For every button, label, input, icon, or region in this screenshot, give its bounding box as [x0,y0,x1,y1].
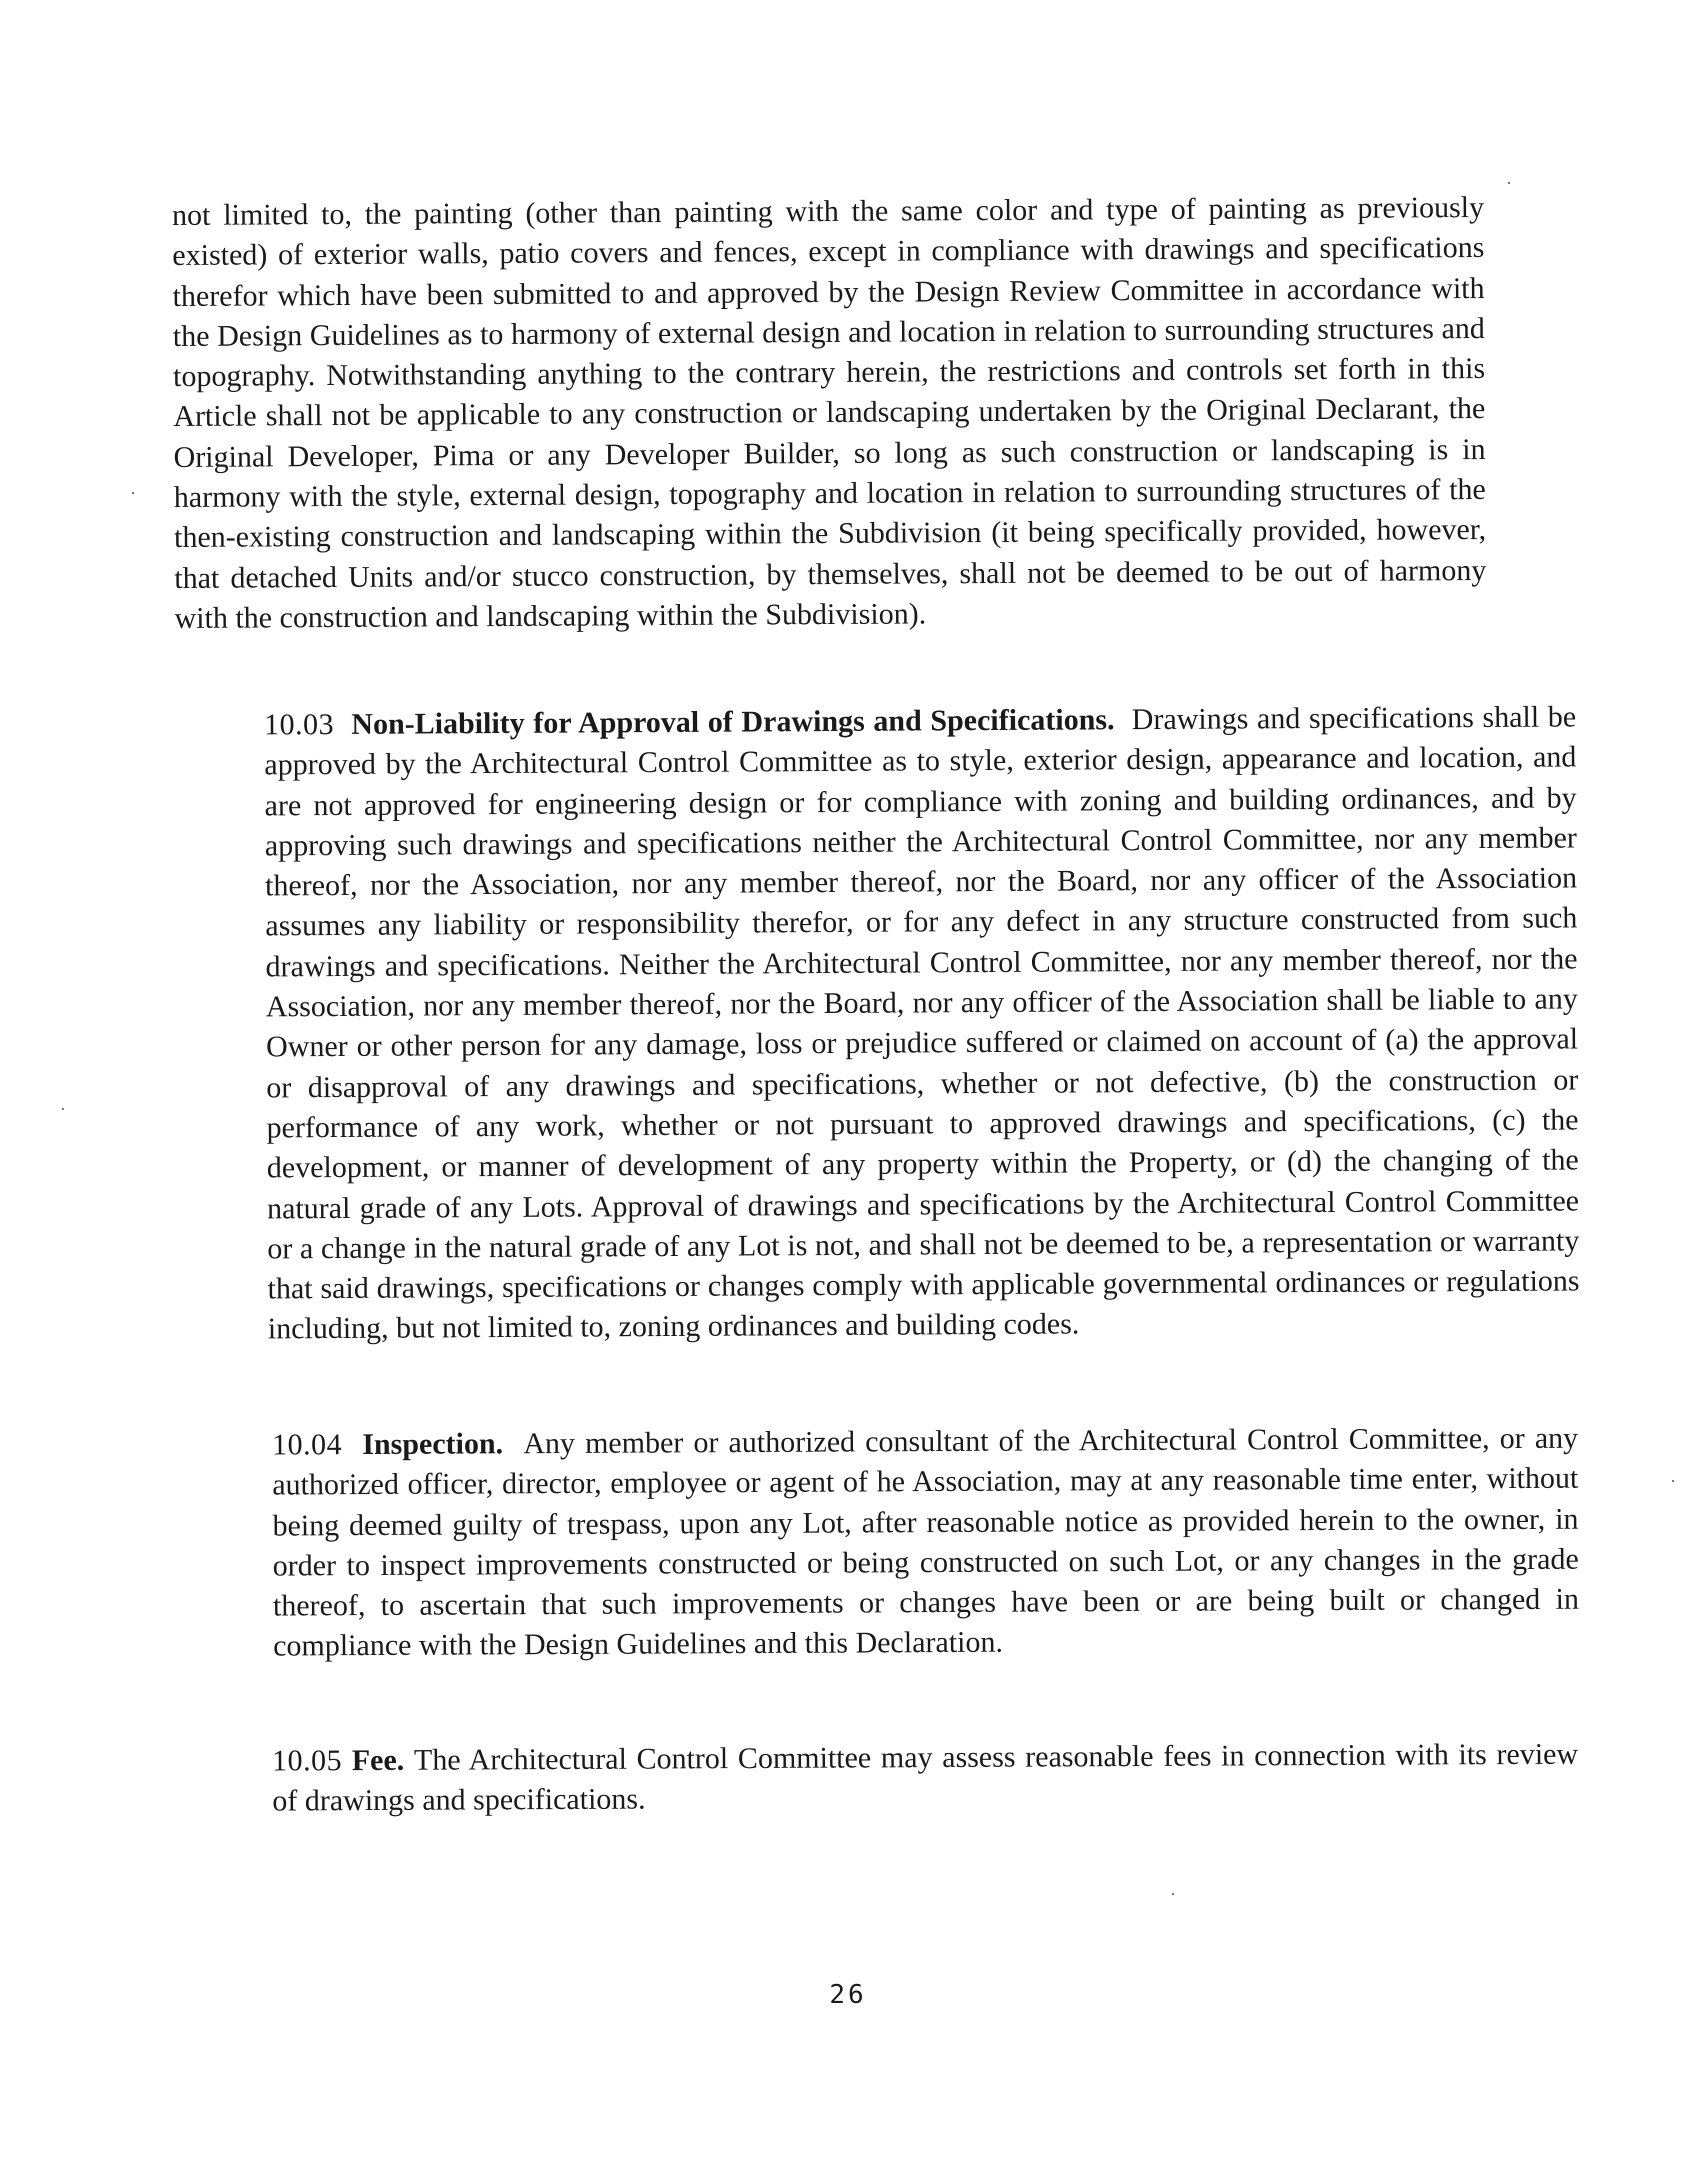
page-number: 26 [829,1980,867,2010]
section-body: The Architectural Control Committee may assess reasonable fees in connection with its review of drawings and specifications. [272,1737,1579,1818]
section-heading: Fee. [351,1743,405,1778]
scan-speck [1508,182,1510,184]
scan-speck [132,492,134,494]
section-body: Any member or authorized consultant of the Architectural Control Committee, or any authorized officer, director, employee or agent of he Association, may at any reasonable time enter, without being deemed guilty of trespass, upon any Lot, after reasonable notice as provided herein to the owner, in order to inspect improvements constructed or being constructed on such Lot, or any changes in the grade thereof, to ascertain that such improvements or changes have been or are being built or changed in compliance with the Design Guidelines and this Declaration. [272,1421,1580,1663]
section-body: Drawings and specifications shall be approved by the Architectural Control Committee as to style, exterior design, appearance and location, and are not approved for engineering design or for compliance with zoning and building ordinances, and by approving such drawings and specifications neither the Architectural Control Committee, nor any member thereof, nor the Association, nor any member thereof, nor the Board, nor any officer of the Association assumes any liability or responsibility therefor, or for any defect in any structure constructed from such drawings and specifications. Neither the Architectural Control Committee, nor any member thereof, nor the Association, nor any member thereof, nor the Board, nor any officer of the Association shall be liable to any Owner or other person for any damage, loss or prejudice suffered or claimed on account of (a) the approval or disapproval of any drawings and specifications, whether or not defective, (b) the construction or performance of any work, whether or not pursuant to approved drawings and specifications, (c) the development, or manner of development of any property within the Property, or (d) the changing of the natural grade of any Lots. Approval of drawings and specifications by the Architectural Control Committee or a change in the natural grade of any Lot is not, and shall not be deemed to be, a representation or warranty that said drawings, specifications or changes comply with applicable governmental ordinances or regulations including, but not limited to, zoning ordinances and building codes. [264,700,1580,1346]
section-10-04 [180,1419,1579,1668]
scan-speck [1172,1893,1174,1895]
section-heading: Inspection. [362,1427,504,1462]
section-10-03 [172,697,1580,1350]
section-10-05 [180,1735,1578,1823]
scan-speck [1672,1480,1674,1482]
section-number: 10.04 [272,1428,343,1462]
continuation-paragraph: not limited to, the painting (other than painting with the same color and type of painting as previously existed) of exterior walls, patio covers and fences, except in compliance with drawings and specifications therefor which have been submitted to and approved by the Design Review Committee in accordance with the Design Guidelines as to harmony of external design and location in relation to surrounding structures and topography. Notwithstanding anything to the contrary herein, the restrictions and controls set forth in this Article shall not be applicable to any construction or landscaping undertaken by the Original Declarant, the Original Developer, Pima or any Developer Builder, so long as such construction or landscaping is in harmony with the style, external design, topography and location in relation to surrounding structures of the then-existing construction and landscaping within the Subdivision (it being specifically provided, however, that detached Units and/or stucco construction, by themselves, shall not be deemed to be out of harmony with the construction and landscaping within the Subdivision). [172,190,1487,635]
section-number: 10.03 [264,708,335,742]
section-number: 10.05 [272,1744,343,1778]
scan-speck [62,1108,64,1110]
section-heading: Non-Liability for Approval of Drawings and Specifications. [351,703,1115,741]
